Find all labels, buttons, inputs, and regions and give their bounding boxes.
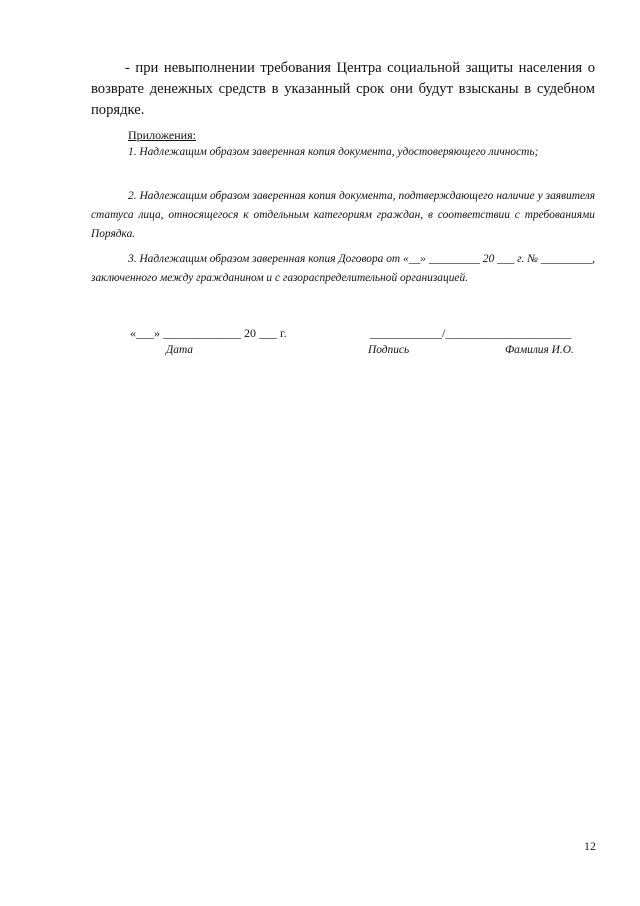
date-line: «___» _____________ 20 ___ г.	[130, 326, 287, 340]
attachment-item-3: 3. Надлежащим образом заверенная копия Договора от «__» _________ 20 ___ г. № _________, заключенного между гражданином и с газораспределительной организацией.	[91, 253, 595, 284]
attachment-item-2: 2. Надлежащим образом заверенная копия документа, подтверждающего наличие у заявителя статуса лица, относящегося к отдельным категориям граждан, в соответствии с требованиями Порядка.	[91, 190, 595, 240]
body-paragraph: - при невыполнении требования Центра социальной защиты населения о возврате денежных средств в указанный срок они будут взысканы в судебном порядке.	[91, 60, 595, 118]
signature-caption: Подпись	[368, 344, 410, 356]
signature-line: ____________/_____________________	[370, 326, 572, 340]
attachments-heading: Приложения:	[128, 128, 196, 142]
name-caption: Фамилия И.О.	[505, 344, 574, 356]
date-caption: Дата	[166, 344, 194, 356]
attachment-item-1: 1. Надлежащим образом заверенная копия документа, удостоверяющего личность;	[128, 146, 539, 158]
page-number: 12	[584, 839, 596, 853]
